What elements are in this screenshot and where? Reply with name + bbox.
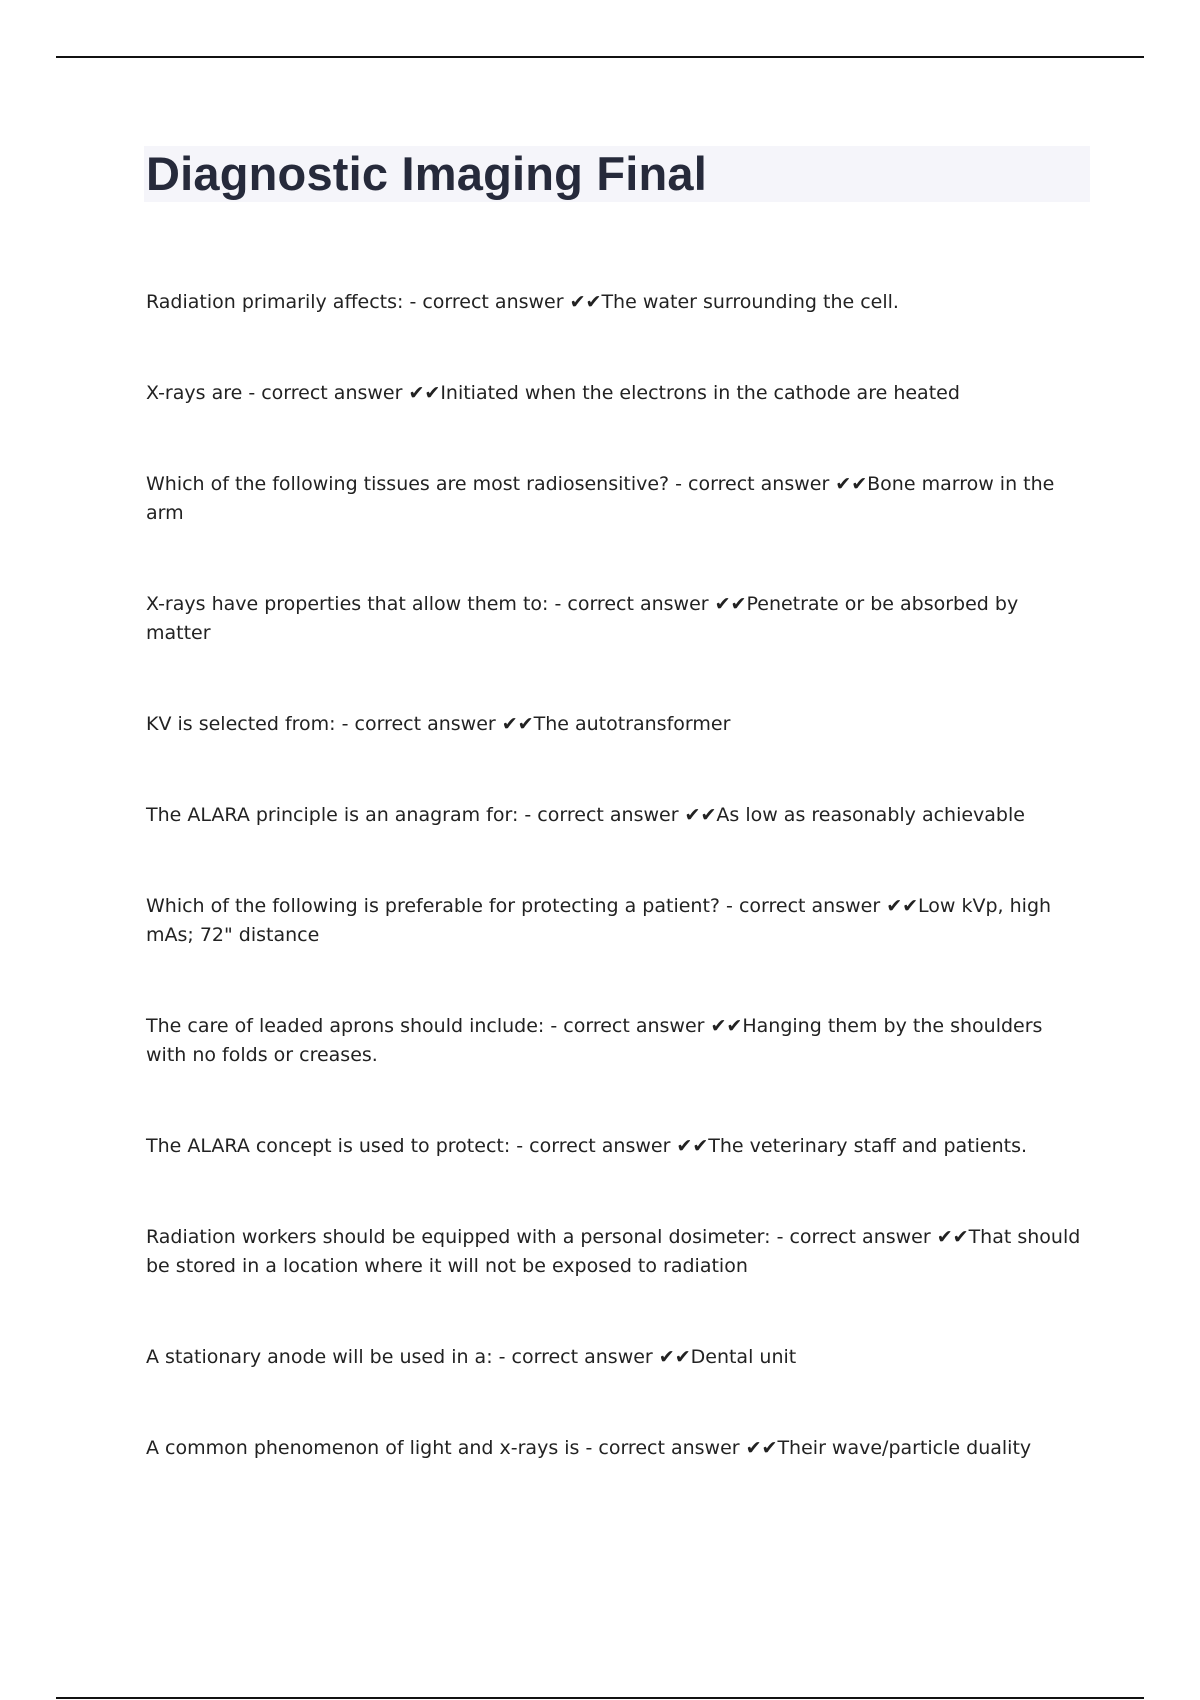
qa-item: [146, 288, 1086, 317]
answer-text: Their wave/particle duality: [777, 1437, 1032, 1459]
answer-separator: - correct answer: [510, 1135, 677, 1157]
qa-item: [146, 470, 1086, 528]
qa-item: [146, 1434, 1086, 1463]
answer-separator: - correct answer: [403, 291, 570, 313]
question-text: Which of the following is preferable for protecting a patient?: [146, 895, 721, 917]
check-mark-icon: ✔✔: [408, 382, 441, 404]
qa-item: [146, 1223, 1086, 1281]
check-mark-icon: ✔✔: [501, 713, 534, 735]
question-text: Which of the following tissues are most radiosensitive?: [146, 473, 670, 495]
check-mark-icon: ✔✔: [936, 1226, 969, 1248]
question-text: A common phenomenon of light and x-rays is: [146, 1437, 580, 1459]
question-text: Radiation primarily affects:: [146, 291, 404, 313]
answer-text: As low as reasonably achievable: [716, 804, 1025, 826]
answer-text: Penetrate or be absorbed by matter: [146, 593, 1019, 644]
qa-item: [146, 1012, 1086, 1070]
answer-text: The autotransformer: [533, 713, 731, 735]
question-text: Radiation workers should be equipped with a personal dosimeter:: [146, 1226, 771, 1248]
question-text: A stationary anode will be used in a:: [146, 1346, 493, 1368]
qa-item: [146, 1343, 1086, 1372]
top-rule: [56, 56, 1144, 58]
check-mark-icon: ✔✔: [714, 593, 747, 615]
answer-text: Low kVp, high mAs; 72" distance: [146, 895, 1052, 946]
qa-item: [146, 892, 1086, 950]
answer-text: Bone marrow in the arm: [146, 473, 1055, 524]
bottom-rule: [56, 1697, 1144, 1699]
qa-list: [146, 288, 1086, 1525]
answer-text: Dental unit: [690, 1346, 797, 1368]
answer-separator: - correct answer: [548, 593, 715, 615]
qa-item: [146, 710, 1086, 739]
check-mark-icon: ✔✔: [710, 1015, 743, 1037]
qa-item: [146, 590, 1086, 648]
answer-separator: - correct answer: [770, 1226, 937, 1248]
check-mark-icon: ✔✔: [684, 804, 717, 826]
answer-text: Hanging them by the shoulders with no folds or creases.: [146, 1015, 1043, 1066]
answer-separator: - correct answer: [544, 1015, 711, 1037]
qa-item: [146, 801, 1086, 830]
question-text: The care of leaded aprons should include:: [146, 1015, 545, 1037]
question-text: The ALARA principle is an anagram for:: [146, 804, 519, 826]
check-mark-icon: ✔✔: [658, 1346, 691, 1368]
answer-text: That should be stored in a location where it will not be exposed to radiation: [146, 1226, 1081, 1277]
answer-separator: - correct answer: [492, 1346, 659, 1368]
question-text: KV is selected from:: [146, 713, 336, 735]
document-title: Diagnostic Imaging Final: [146, 147, 708, 200]
answer-separator: - correct answer: [579, 1437, 746, 1459]
question-text: The ALARA concept is used to protect:: [146, 1135, 511, 1157]
answer-separator: - correct answer: [242, 382, 409, 404]
answer-text: Initiated when the electrons in the cathode are heated: [440, 382, 960, 404]
question-text: X-rays are: [146, 382, 243, 404]
check-mark-icon: ✔✔: [676, 1135, 709, 1157]
answer-separator: - correct answer: [335, 713, 502, 735]
check-mark-icon: ✔✔: [569, 291, 602, 313]
answer-separator: - correct answer: [518, 804, 685, 826]
answer-text: The veterinary staff and patients.: [708, 1135, 1028, 1157]
question-text: X-rays have properties that allow them to:: [146, 593, 549, 615]
check-mark-icon: ✔✔: [886, 895, 919, 917]
answer-text: The water surrounding the cell.: [601, 291, 899, 313]
check-mark-icon: ✔✔: [745, 1437, 778, 1459]
answer-separator: - correct answer: [720, 895, 887, 917]
qa-item: [146, 379, 1086, 408]
check-mark-icon: ✔✔: [835, 473, 868, 495]
answer-separator: - correct answer: [669, 473, 836, 495]
qa-item: [146, 1132, 1086, 1161]
